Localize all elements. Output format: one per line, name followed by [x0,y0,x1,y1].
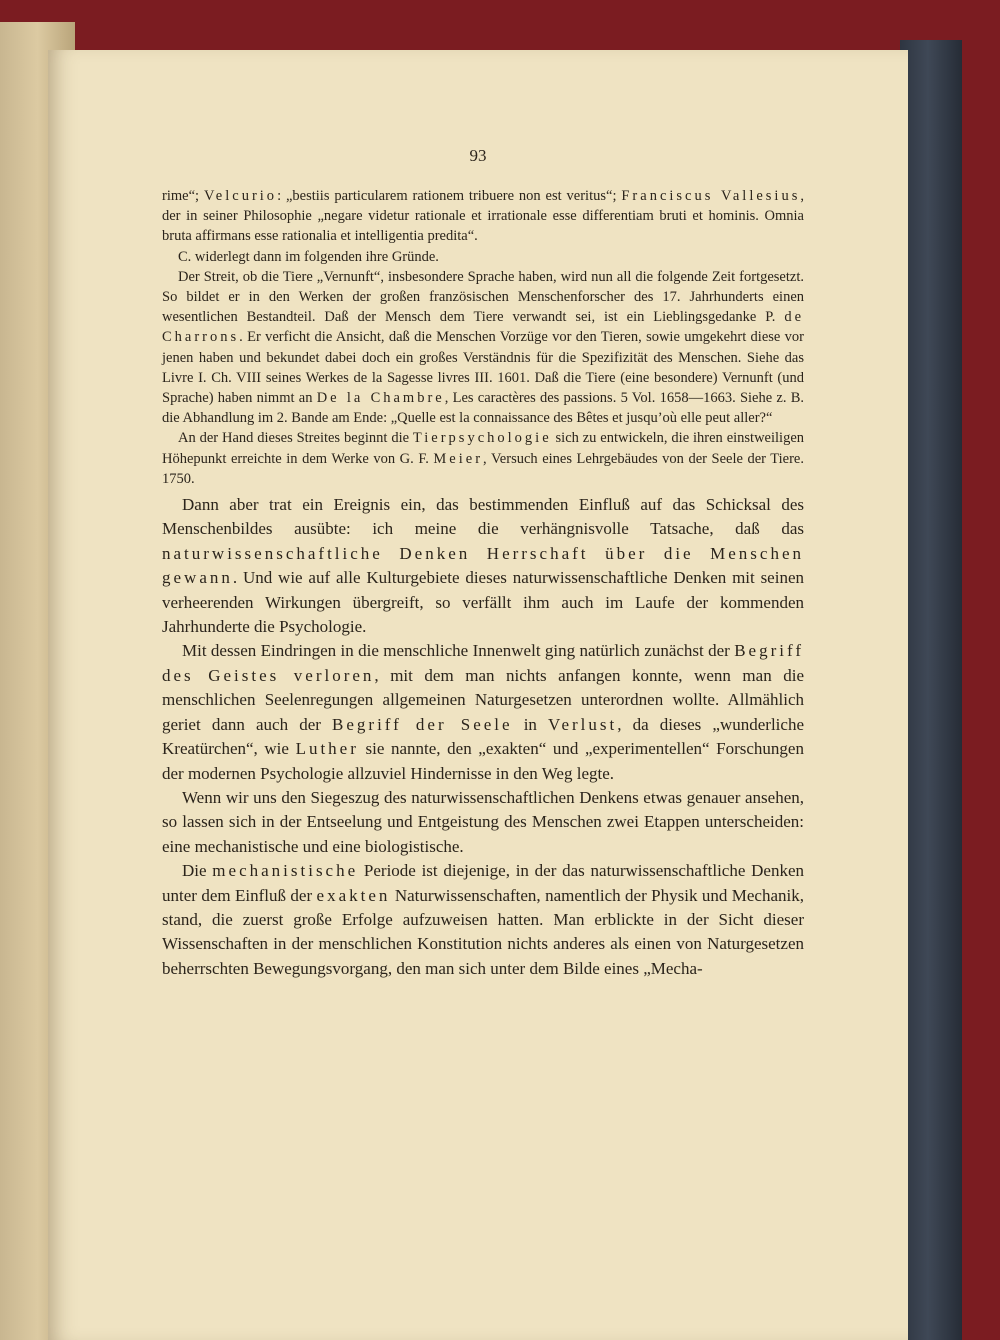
text-run: , Les caractères des passions. 5 Vol. 1658—1663. Siehe z. B. die Abhandlung im 2. Bande am Ende: „Quelle est la connaissance des Bêtes et jusqu’où elle peut aller?“ [162,390,805,427]
book-cover-edge [900,40,962,1340]
text-run: Die [182,861,213,881]
text-run: Mit dessen Eindringen in die menschliche Innenwelt ging natürlich zunächst der [182,641,735,661]
paragraph-6 [162,639,804,785]
spaced-emphasis: Begriff des Geistes verloren [162,641,804,685]
paragraph-2 [162,247,804,267]
page-number: 93 [469,146,487,165]
main-text-block [162,493,804,981]
text-run: Der Streit, ob die Tiere „Vernunft“, insbesondere Sprache haben, wird nun all die folgende Zeit fortgesetzt. So bildet er in den Werken der großen französischen Menschenforscher des 17. Jahrhunderts einen wesentlichen Bestandteil. Daß der Mensch dem Tiere verwandt sei, ist ein Lieblingsgedanke P. [162,268,804,326]
text-run: rime“; [162,188,204,204]
paragraph-1 [162,186,804,247]
text-run: An der Hand dieses Streites beginnt die [178,430,413,447]
text-run: Naturwissenschaften, namentlich der Physik und Mechanik, stand, die zuerst große Erfolge aufzuweisen hatten. Man erblickte in der Sicht dieser Wissenschaften in der menschlichen Konstitution nichts anderes als einen von Naturgesetzen beherrschten Bewegungsvorgang, den man sich unter dem Bilde eines „Mecha- [162,885,804,978]
spaced-emphasis: Begriff der Seele [332,714,513,734]
text-run: , der in seiner Philosophie „negare videtur rationale et irrationale esse differentiam bruti et hominis. Omnia bruta affirmans esse rationalia et intelligentia predita“. [162,188,804,245]
footnote-block [162,186,804,489]
spaced-emphasis: Verlust [548,714,618,734]
text-run: . Und wie auf alle Kulturgebiete dieses naturwissenschaftliche Denken mit seinen verheerenden Wirkungen übergreift, so verfällt ihm auch im Laufe der kommenden Jahrhunderte die Psychologie. [162,568,804,637]
spaced-name: Velcurio [203,188,278,204]
text-run: sich zu entwickeln, die ihren einstweiligen Höhepunkt erreichte in dem Werke von G. F. [162,430,805,467]
text-run: : „bestiis particularem rationem tribuere non est veritus“; [277,188,622,204]
paragraph-3 [162,267,804,429]
spaced-emphasis: naturwissenschaftliche Denken Herrschaft über die Menschen gewann [162,543,804,588]
spaced-term: Tierpsychologie [412,430,552,447]
spaced-emphasis: mechanistische [212,861,359,881]
text-run: , Versuch eines Lehrgebäudes von der Seele der Tiere. 1750. [162,450,804,487]
text-run: . Er verficht die Ansicht, daß die Menschen Vorzüge vor den Tieren, sowie umgekehrt diese vor jenen haben und bekundet dabei doch ein großes Verständnis für die Spezifizität des Menschen. Siehe das Livre I. Ch. VIII seines Werkes de la Sagesse livres III. 1601. Daß die Tiere (eine besondere) Vernunft (und Sprache) haben nimmt an [162,329,804,407]
text-run: , mit dem man nichts anfangen konnte, wenn man die menschlichen Seelenregungen allgemeinen Naturgesetzen unterordnen wollte. Allmählich geriet dann auch der [162,665,804,734]
text-run: sie nannte, den „exakten“ und „experimentellen“ Forschungen der modernen Psychologie allzuviel Hindernisse in den Weg legte. [162,739,804,783]
text-run: Periode ist diejenige, in der das naturwissenschaftliche Denken unter dem Einfluß der [162,861,804,905]
paragraph-8 [162,859,804,981]
paragraph-5 [162,493,804,639]
spaced-name: De la Chambre [316,390,445,407]
spaced-name: Meier [433,450,484,467]
text-run: Dann aber trat ein Ereignis ein, das bestimmenden Einfluß auf das Schicksal des Menschenbildes ausübte: ich meine die verhängnisvolle Tatsache, daß das [162,495,804,539]
text-run: Wenn wir uns den Siegeszug des naturwissenschaftlichen Denkens etwas genauer ansehen, so lassen sich in der Entseelung und Entgeistung des Menschen zwei Etappen unterscheiden: eine mechanistische und eine biologistische. [162,787,804,856]
paragraph-4 [162,428,804,489]
page-text [162,186,804,981]
spaced-name: Franciscus Vallesius [621,188,801,204]
spaced-name: de Charrons [162,309,804,346]
text-run: C. widerlegt dann im folgenden ihre Gründe. [178,248,439,265]
book-page [48,50,908,1340]
spaced-emphasis: exakten [316,885,391,905]
paragraph-7 [162,786,804,859]
text-run: , da dieses „wunderliche Kreatürchen“, wie [162,714,804,759]
text-run: in [512,714,549,734]
spaced-name: Luther [295,739,359,759]
